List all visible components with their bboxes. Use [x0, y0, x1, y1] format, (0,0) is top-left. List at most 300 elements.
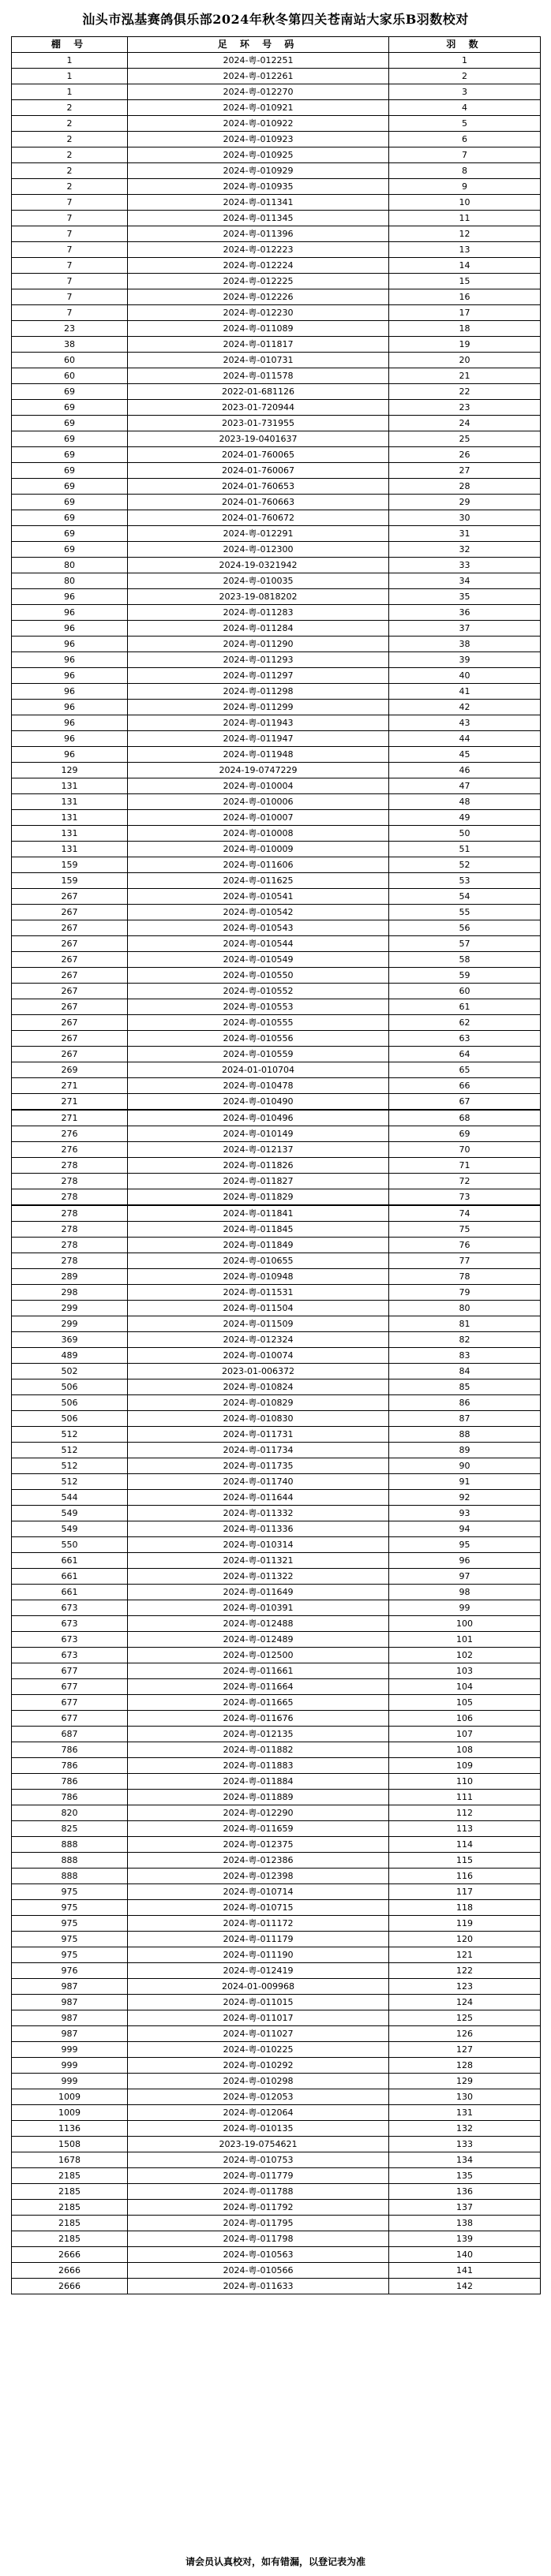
loft-number-cell: 786 — [12, 1758, 128, 1774]
bird-count-cell: 16 — [389, 289, 541, 305]
bird-count-cell: 119 — [389, 1916, 541, 1932]
loft-number-cell: 267 — [12, 952, 128, 968]
loft-number-cell: 677 — [12, 1663, 128, 1679]
loft-number-cell: 888 — [12, 1869, 128, 1884]
table-row — [12, 542, 541, 558]
loft-number-cell: 96 — [12, 715, 128, 731]
ring-number-cell: 2024-粤-010149 — [128, 1126, 389, 1142]
ring-number-cell: 2024-19-0747229 — [128, 763, 389, 778]
bird-count-cell: 121 — [389, 1947, 541, 1963]
bird-count-cell: 57 — [389, 936, 541, 952]
table-row — [12, 1932, 541, 1947]
bird-count-cell: 77 — [389, 1253, 541, 1269]
table-row — [12, 368, 541, 384]
ring-number-cell: 2024-粤-011017 — [128, 2010, 389, 2026]
table-row — [12, 337, 541, 353]
loft-number-cell: 96 — [12, 668, 128, 684]
table-row — [12, 1900, 541, 1916]
ring-number-cell: 2024-粤-010563 — [128, 2247, 389, 2263]
table-row — [12, 2216, 541, 2231]
loft-number-cell: 2 — [12, 163, 128, 179]
bird-count-cell: 44 — [389, 731, 541, 747]
ring-number-cell: 2024-粤-012375 — [128, 1837, 389, 1853]
table-row — [12, 889, 541, 905]
loft-number-cell: 2666 — [12, 2263, 128, 2279]
ring-number-cell: 2024-粤-011345 — [128, 211, 389, 226]
ring-number-cell: 2024-粤-010552 — [128, 984, 389, 999]
bird-count-cell: 103 — [389, 1663, 541, 1679]
loft-number-cell: 987 — [12, 1995, 128, 2010]
table-row — [12, 226, 541, 242]
ring-number-cell: 2024-01-760067 — [128, 463, 389, 479]
table-row — [12, 873, 541, 889]
loft-number-cell: 299 — [12, 1301, 128, 1316]
loft-number-cell: 2185 — [12, 2168, 128, 2184]
bird-count-cell: 1 — [389, 53, 541, 69]
bird-count-cell: 132 — [389, 2121, 541, 2137]
ring-number-cell: 2024-粤-010753 — [128, 2152, 389, 2168]
loft-number-cell: 278 — [12, 1174, 128, 1189]
table-row — [12, 242, 541, 258]
loft-number-cell: 271 — [12, 1078, 128, 1094]
bird-count-cell: 91 — [389, 1474, 541, 1490]
bird-count-cell: 4 — [389, 100, 541, 116]
table-row — [12, 1727, 541, 1742]
table-body — [12, 53, 541, 2294]
table-row — [12, 1916, 541, 1932]
bird-count-cell: 142 — [389, 2279, 541, 2294]
table-row — [12, 211, 541, 226]
bird-count-cell: 105 — [389, 1695, 541, 1711]
bird-count-cell: 65 — [389, 1062, 541, 1078]
bird-count-cell: 12 — [389, 226, 541, 242]
loft-number-cell: 550 — [12, 1537, 128, 1553]
loft-number-cell: 69 — [12, 416, 128, 431]
loft-number-cell: 60 — [12, 353, 128, 368]
ring-number-cell: 2024-粤-011948 — [128, 747, 389, 763]
table-row — [12, 700, 541, 715]
ring-number-cell: 2023-19-0401637 — [128, 431, 389, 447]
ring-number-cell: 2024-粤-011179 — [128, 1932, 389, 1947]
table-row — [12, 2074, 541, 2089]
loft-number-cell: 786 — [12, 1742, 128, 1758]
bird-count-cell: 75 — [389, 1222, 541, 1238]
table-row — [12, 747, 541, 763]
table-row — [12, 305, 541, 321]
table-row — [12, 778, 541, 794]
loft-number-cell: 7 — [12, 258, 128, 274]
bird-count-cell: 97 — [389, 1569, 541, 1585]
loft-number-cell: 1508 — [12, 2137, 128, 2152]
bird-count-cell: 127 — [389, 2042, 541, 2058]
ring-number-cell: 2024-粤-011321 — [128, 1553, 389, 1569]
bird-count-cell: 126 — [389, 2026, 541, 2042]
ring-number-cell: 2024-粤-010542 — [128, 905, 389, 920]
bird-count-cell: 125 — [389, 2010, 541, 2026]
ring-number-cell: 2024-粤-010948 — [128, 1269, 389, 1285]
loft-number-cell: 677 — [12, 1695, 128, 1711]
table-row — [12, 920, 541, 936]
table-row — [12, 1947, 541, 1963]
bird-count-cell: 96 — [389, 1553, 541, 1569]
table-row — [12, 2168, 541, 2184]
ring-number-cell: 2024-粤-012500 — [128, 1648, 389, 1663]
ring-number-cell: 2024-粤-010556 — [128, 1031, 389, 1047]
loft-number-cell: 69 — [12, 495, 128, 510]
loft-number-cell: 975 — [12, 1884, 128, 1900]
table-row — [12, 463, 541, 479]
loft-number-cell: 975 — [12, 1900, 128, 1916]
table-row — [12, 1821, 541, 1837]
bird-count-cell: 137 — [389, 2200, 541, 2216]
table-row — [12, 1379, 541, 1395]
ring-number-cell: 2024-粤-011284 — [128, 621, 389, 637]
table-row — [12, 1537, 541, 1553]
bird-count-cell: 139 — [389, 2231, 541, 2247]
loft-number-cell: 1136 — [12, 2121, 128, 2137]
ring-number-cell: 2024-粤-012300 — [128, 542, 389, 558]
table-row — [12, 2121, 541, 2137]
loft-number-cell: 278 — [12, 1253, 128, 1269]
ring-number-cell: 2024-粤-010555 — [128, 1015, 389, 1031]
ring-number-cell: 2024-01-760663 — [128, 495, 389, 510]
ring-number-cell: 2024-粤-011649 — [128, 1585, 389, 1600]
bird-count-cell: 17 — [389, 305, 541, 321]
bird-count-cell: 46 — [389, 763, 541, 778]
ring-number-cell: 2024-粤-012053 — [128, 2089, 389, 2105]
loft-number-cell: 661 — [12, 1553, 128, 1569]
ring-number-cell: 2023-01-720944 — [128, 400, 389, 416]
ring-number-cell: 2024-粤-011817 — [128, 337, 389, 353]
ring-number-cell: 2024-粤-011827 — [128, 1174, 389, 1189]
loft-number-cell: 677 — [12, 1711, 128, 1727]
table-row — [12, 763, 541, 778]
loft-number-cell: 1 — [12, 84, 128, 100]
loft-number-cell: 999 — [12, 2074, 128, 2089]
table-row — [12, 274, 541, 289]
loft-number-cell: 888 — [12, 1837, 128, 1853]
table-row — [12, 1648, 541, 1663]
bird-count-cell: 39 — [389, 652, 541, 668]
table-row — [12, 431, 541, 447]
bird-count-cell: 102 — [389, 1648, 541, 1663]
bird-count-cell: 9 — [389, 179, 541, 195]
table-row — [12, 495, 541, 510]
table-row — [12, 1869, 541, 1884]
table-row — [12, 1790, 541, 1805]
table-row — [12, 589, 541, 605]
table-row — [12, 1142, 541, 1158]
loft-number-cell: 7 — [12, 242, 128, 258]
table-row — [12, 510, 541, 526]
ring-number-cell: 2024-粤-010714 — [128, 1884, 389, 1900]
table-row — [12, 1805, 541, 1821]
ring-number-cell: 2024-粤-011883 — [128, 1758, 389, 1774]
ring-number-cell: 2024-粤-010922 — [128, 116, 389, 132]
table-row — [12, 353, 541, 368]
bird-count-cell: 51 — [389, 842, 541, 857]
loft-number-cell: 999 — [12, 2058, 128, 2074]
loft-number-cell: 506 — [12, 1379, 128, 1395]
bird-count-cell: 59 — [389, 968, 541, 984]
bird-count-cell: 49 — [389, 810, 541, 826]
loft-number-cell: 888 — [12, 1853, 128, 1869]
table-row — [12, 1632, 541, 1648]
bird-count-cell: 62 — [389, 1015, 541, 1031]
table-row — [12, 936, 541, 952]
table-row — [12, 652, 541, 668]
loft-number-cell: 976 — [12, 1963, 128, 1979]
bird-count-cell: 130 — [389, 2089, 541, 2105]
ring-number-cell: 2024-粤-012270 — [128, 84, 389, 100]
table-row — [12, 668, 541, 684]
table-row — [12, 526, 541, 542]
loft-number-cell: 544 — [12, 1490, 128, 1506]
loft-number-cell: 2185 — [12, 2184, 128, 2200]
table-row — [12, 1711, 541, 1727]
loft-number-cell: 96 — [12, 652, 128, 668]
bird-count-cell: 58 — [389, 952, 541, 968]
loft-number-cell: 131 — [12, 842, 128, 857]
bird-count-cell: 113 — [389, 1821, 541, 1837]
bird-count-cell: 22 — [389, 384, 541, 400]
bird-count-cell: 114 — [389, 1837, 541, 1853]
bird-count-cell: 92 — [389, 1490, 541, 1506]
table-row — [12, 84, 541, 100]
loft-number-cell: 489 — [12, 1348, 128, 1364]
table-row — [12, 1521, 541, 1537]
table-row — [12, 952, 541, 968]
table-row — [12, 1458, 541, 1474]
bird-count-cell: 40 — [389, 668, 541, 684]
ring-number-cell: 2024-粤-011676 — [128, 1711, 389, 1727]
bird-count-cell: 6 — [389, 132, 541, 147]
table-row — [12, 1126, 541, 1142]
ring-number-cell: 2024-粤-011661 — [128, 1663, 389, 1679]
loft-number-cell: 267 — [12, 999, 128, 1015]
loft-number-cell: 278 — [12, 1189, 128, 1206]
bird-count-cell: 110 — [389, 1774, 541, 1790]
ring-number-cell: 2024-粤-011089 — [128, 321, 389, 337]
bird-count-cell: 5 — [389, 116, 541, 132]
ring-number-cell: 2024-粤-011606 — [128, 857, 389, 873]
ring-number-cell: 2024-01-760653 — [128, 479, 389, 495]
ring-number-cell: 2024-粤-011665 — [128, 1695, 389, 1711]
bird-count-cell: 68 — [389, 1110, 541, 1126]
ring-number-cell: 2024-粤-010559 — [128, 1047, 389, 1062]
table-row — [12, 1963, 541, 1979]
ring-number-cell: 2024-粤-010008 — [128, 826, 389, 842]
loft-number-cell: 673 — [12, 1616, 128, 1632]
ring-number-cell: 2024-粤-010225 — [128, 2042, 389, 2058]
table-row — [12, 1110, 541, 1126]
loft-number-cell: 69 — [12, 400, 128, 416]
table-row — [12, 637, 541, 652]
loft-number-cell: 673 — [12, 1600, 128, 1616]
bird-count-cell: 79 — [389, 1285, 541, 1301]
bird-count-cell: 133 — [389, 2137, 541, 2152]
table-row — [12, 2026, 541, 2042]
loft-number-cell: 80 — [12, 558, 128, 573]
table-header-row — [12, 37, 541, 53]
bird-count-cell: 41 — [389, 684, 541, 700]
ring-number-cell: 2024-粤-011290 — [128, 637, 389, 652]
ring-number-cell: 2024-粤-011299 — [128, 700, 389, 715]
loft-number-cell: 96 — [12, 684, 128, 700]
bird-count-cell: 43 — [389, 715, 541, 731]
ring-number-cell: 2024-粤-010074 — [128, 1348, 389, 1364]
ring-number-cell: 2024-粤-011884 — [128, 1774, 389, 1790]
table-row — [12, 1742, 541, 1758]
loft-number-cell: 267 — [12, 889, 128, 905]
loft-number-cell: 1 — [12, 69, 128, 84]
table-row — [12, 416, 541, 431]
table-row — [12, 1979, 541, 1995]
ring-number-cell: 2024-粤-011664 — [128, 1679, 389, 1695]
ring-number-cell: 2024-粤-010007 — [128, 810, 389, 826]
ring-number-cell: 2024-粤-011947 — [128, 731, 389, 747]
ring-number-cell: 2024-粤-011027 — [128, 2026, 389, 2042]
ring-number-cell: 2024-粤-010935 — [128, 179, 389, 195]
bird-count-cell: 128 — [389, 2058, 541, 2074]
ring-number-cell: 2024-粤-011396 — [128, 226, 389, 242]
bird-count-cell: 27 — [389, 463, 541, 479]
loft-number-cell: 975 — [12, 1916, 128, 1932]
loft-number-cell: 2666 — [12, 2247, 128, 2263]
table-row — [12, 842, 541, 857]
bird-count-cell: 89 — [389, 1443, 541, 1458]
loft-number-cell: 159 — [12, 873, 128, 889]
ring-number-cell: 2024-粤-010544 — [128, 936, 389, 952]
table-row — [12, 1600, 541, 1616]
bird-count-cell: 8 — [389, 163, 541, 179]
bird-count-cell: 85 — [389, 1379, 541, 1395]
ring-number-cell: 2024-粤-012064 — [128, 2105, 389, 2121]
bird-count-cell: 111 — [389, 1790, 541, 1805]
ring-number-cell: 2024-粤-010541 — [128, 889, 389, 905]
table-row — [12, 2247, 541, 2263]
loft-number-cell: 80 — [12, 573, 128, 589]
table-row — [12, 1205, 541, 1222]
loft-number-cell: 96 — [12, 621, 128, 637]
loft-number-cell: 7 — [12, 226, 128, 242]
ring-number-cell: 2024-粤-011015 — [128, 1995, 389, 2010]
loft-number-cell: 267 — [12, 905, 128, 920]
loft-number-cell: 267 — [12, 936, 128, 952]
loft-number-cell: 2185 — [12, 2200, 128, 2216]
ring-number-cell: 2024-粤-010006 — [128, 794, 389, 810]
loft-number-cell: 2 — [12, 100, 128, 116]
bird-count-cell: 35 — [389, 589, 541, 605]
loft-number-cell: 267 — [12, 920, 128, 936]
ring-number-cell: 2024-粤-010035 — [128, 573, 389, 589]
loft-number-cell: 1678 — [12, 2152, 128, 2168]
table-row — [12, 968, 541, 984]
loft-number-cell: 69 — [12, 542, 128, 558]
table-row — [12, 794, 541, 810]
bird-count-cell: 74 — [389, 1205, 541, 1222]
bird-count-cell: 122 — [389, 1963, 541, 1979]
bird-count-cell: 70 — [389, 1142, 541, 1158]
ring-number-cell: 2024-粤-011336 — [128, 1521, 389, 1537]
loft-number-cell: 673 — [12, 1648, 128, 1663]
ring-number-cell: 2024-粤-012251 — [128, 53, 389, 69]
table-row — [12, 1569, 541, 1585]
ring-number-cell: 2023-19-0818202 — [128, 589, 389, 605]
loft-number-cell: 298 — [12, 1285, 128, 1301]
footer-note: 请会员认真校对，如有错漏，以登记表为准 — [185, 2555, 365, 2567]
loft-number-cell: 299 — [12, 1316, 128, 1332]
ring-number-cell: 2024-粤-011798 — [128, 2231, 389, 2247]
loft-number-cell: 673 — [12, 1632, 128, 1648]
ring-number-cell: 2024-粤-010543 — [128, 920, 389, 936]
bird-count-cell: 120 — [389, 1932, 541, 1947]
table-row — [12, 999, 541, 1015]
loft-number-cell: 69 — [12, 526, 128, 542]
loft-number-cell: 96 — [12, 731, 128, 747]
table-row — [12, 1995, 541, 2010]
table-row — [12, 1269, 541, 1285]
ring-number-cell: 2024-粤-012230 — [128, 305, 389, 321]
ring-number-cell: 2024-粤-011849 — [128, 1238, 389, 1253]
ring-number-cell: 2024-粤-010298 — [128, 2074, 389, 2089]
table-row — [12, 2231, 541, 2247]
table-row — [12, 258, 541, 274]
ring-number-cell: 2024-粤-011882 — [128, 1742, 389, 1758]
table-row — [12, 1316, 541, 1332]
bird-count-cell: 140 — [389, 2247, 541, 2263]
ring-number-cell: 2024-粤-011190 — [128, 1947, 389, 1963]
ring-number-cell: 2024-粤-010004 — [128, 778, 389, 794]
table-row — [12, 1062, 541, 1078]
loft-number-cell: 7 — [12, 195, 128, 211]
loft-number-cell: 69 — [12, 384, 128, 400]
bird-count-cell: 71 — [389, 1158, 541, 1174]
bird-count-cell: 93 — [389, 1506, 541, 1521]
table-row — [12, 2184, 541, 2200]
loft-number-cell: 549 — [12, 1521, 128, 1537]
table-row — [12, 1884, 541, 1900]
loft-number-cell: 987 — [12, 2026, 128, 2042]
ring-number-cell: 2024-粤-012488 — [128, 1616, 389, 1632]
bird-count-cell: 117 — [389, 1884, 541, 1900]
ring-number-cell: 2024-粤-012135 — [128, 1727, 389, 1742]
bird-count-cell: 36 — [389, 605, 541, 621]
loft-number-cell: 276 — [12, 1142, 128, 1158]
ring-number-cell: 2023-01-006372 — [128, 1364, 389, 1379]
table-row — [12, 857, 541, 873]
loft-number-cell: 267 — [12, 984, 128, 999]
bird-count-cell: 3 — [389, 84, 541, 100]
bird-count-cell: 55 — [389, 905, 541, 920]
table-row — [12, 1411, 541, 1427]
loft-number-cell: 23 — [12, 321, 128, 337]
bird-count-cell: 61 — [389, 999, 541, 1015]
ring-number-cell: 2024-粤-010921 — [128, 100, 389, 116]
ring-number-cell: 2024-粤-010830 — [128, 1411, 389, 1427]
loft-number-cell: 289 — [12, 1269, 128, 1285]
bird-count-cell: 84 — [389, 1364, 541, 1379]
loft-number-cell: 278 — [12, 1238, 128, 1253]
loft-number-cell: 60 — [12, 368, 128, 384]
bird-count-cell: 63 — [389, 1031, 541, 1047]
loft-number-cell: 687 — [12, 1727, 128, 1742]
table-row — [12, 984, 541, 999]
bird-count-cell: 24 — [389, 416, 541, 431]
ring-number-cell: 2024-01-009968 — [128, 1979, 389, 1995]
bird-count-cell: 76 — [389, 1238, 541, 1253]
table-row — [12, 1553, 541, 1569]
